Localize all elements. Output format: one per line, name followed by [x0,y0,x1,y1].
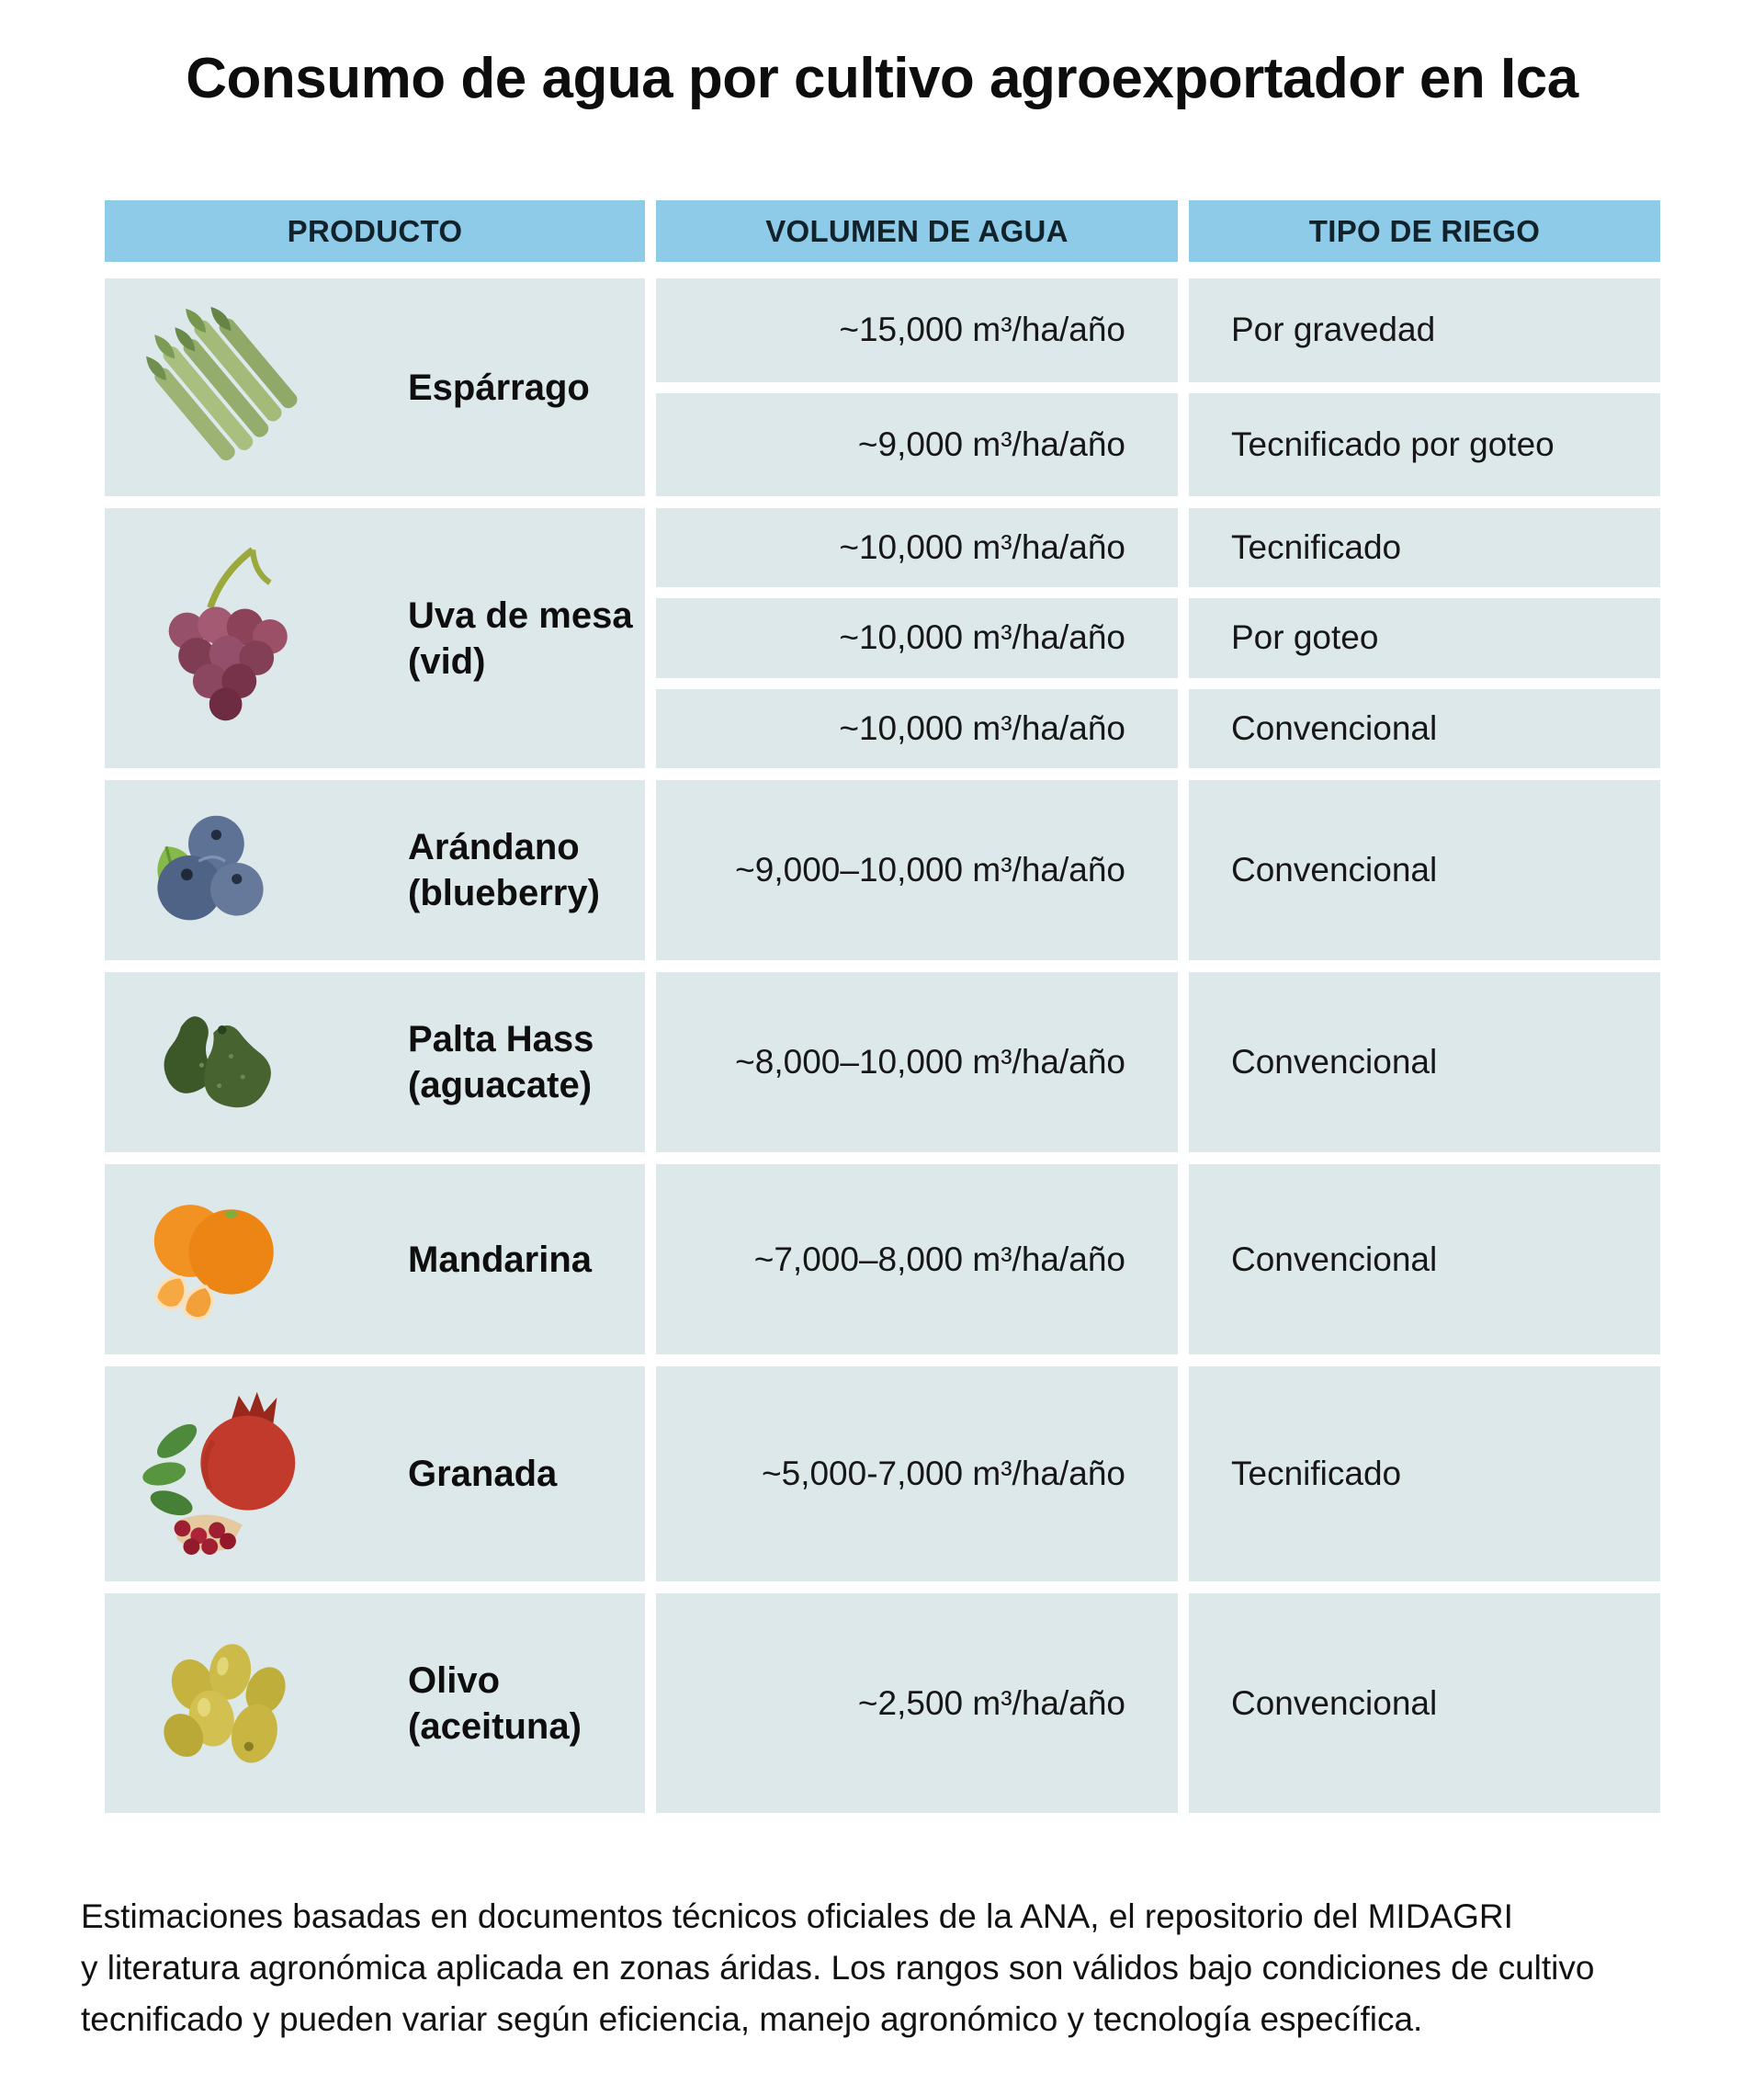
avocado-icon [137,989,284,1136]
irrigation-type-value: Por gravedad [1189,278,1660,382]
product-cell [105,508,645,768]
table-row [656,278,1660,382]
product-cell [105,278,645,496]
water-volume-value: ~8,000–10,000 m³/ha/año [656,972,1178,1152]
asparagus-icon [137,295,322,480]
water-volume-value: ~10,000 m³/ha/año [656,508,1178,587]
water-volume-value: ~15,000 m³/ha/año [656,278,1178,382]
table-row [656,1366,1660,1581]
irrigation-type-value: Convencional [1189,780,1660,960]
product-label [408,1237,592,1283]
row-entries [656,278,1660,496]
product-label-line: (aguacate) [408,1065,593,1105]
pomegranate-icon [137,1383,319,1565]
water-volume-value: ~9,000–10,000 m³/ha/año [656,780,1178,960]
source-note [81,1891,1643,2045]
source-note-line: tecnificado y pueden variar según eficiencia, manejo agronómico y tecnología específica. [81,2000,1423,2038]
page-title: Consumo de agua por cultivo agroexportador en Ica [186,47,1578,110]
product-label-line: Uva de mesa [408,595,633,636]
table-row [656,1164,1660,1354]
product-row [105,508,1660,768]
product-label-line: Espárrago [408,367,590,408]
product-label [408,1451,557,1497]
table-body [105,278,1660,1813]
table-row [656,508,1660,587]
water-volume-value: ~2,500 m³/ha/año [656,1593,1178,1813]
product-label [408,593,633,685]
water-consumption-table [105,200,1660,1825]
product-label-line: (vid) [408,640,486,682]
product-cell [105,1366,645,1581]
row-entries [656,1593,1660,1813]
product-row [105,780,1660,960]
product-row [105,1593,1660,1813]
water-volume-value: ~5,000-7,000 m³/ha/año [656,1366,1178,1581]
product-label [408,365,590,411]
irrigation-type-value: Convencional [1189,689,1660,768]
row-entries [656,972,1660,1152]
column-header-volumen: VOLUMEN DE AGUA [656,200,1178,262]
product-cell [105,1164,645,1354]
product-cell [105,780,645,960]
source-note-line: Estimaciones basadas en documentos técnicos oficiales de la ANA, el repositorio del MIDAGRI [81,1897,1513,1935]
product-row [105,278,1660,496]
olives-icon [137,1610,323,1796]
product-row [105,1164,1660,1354]
irrigation-type-value: Tecnificado por goteo [1189,393,1660,497]
irrigation-type-value: Tecnificado [1189,1366,1660,1581]
irrigation-type-value: Convencional [1189,972,1660,1152]
product-label [408,824,600,916]
mandarin-icon [137,1181,294,1338]
product-label-line: Mandarina [408,1239,593,1280]
product-label-line: Palta Hass [408,1019,594,1059]
product-label-line: (aceituna) [408,1705,582,1747]
product-cell [105,972,645,1152]
product-row [105,1366,1660,1581]
blueberries-icon [137,797,284,944]
table-header-row [105,200,1660,262]
product-label-line: Granada [408,1454,558,1494]
column-header-producto: PRODUCTO [105,200,645,262]
table-row [656,1593,1660,1813]
product-label-line: (blueberry) [408,873,600,913]
row-entries [656,1366,1660,1581]
product-label [408,1016,594,1108]
row-entries [656,780,1660,960]
column-header-riego: TIPO DE RIEGO [1189,200,1660,262]
table-row [656,689,1660,768]
irrigation-type-value: Tecnificado [1189,508,1660,587]
irrigation-type-value: Convencional [1189,1593,1660,1813]
water-volume-value: ~9,000 m³/ha/año [656,393,1178,497]
product-label-line: Arándano [408,827,580,867]
product-label-line: Olivo [408,1659,501,1701]
irrigation-type-value: Por goteo [1189,598,1660,677]
irrigation-type-value: Convencional [1189,1164,1660,1354]
water-volume-value: ~10,000 m³/ha/año [656,689,1178,768]
product-label [408,1658,582,1750]
row-entries [656,508,1660,768]
product-row [105,972,1660,1152]
row-entries [656,1164,1660,1354]
water-volume-value: ~7,000–8,000 m³/ha/año [656,1164,1178,1354]
table-row [656,598,1660,677]
grapes-icon [137,542,330,735]
table-row [656,780,1660,960]
source-note-line: y literatura agronómica aplicada en zonas áridas. Los rangos son válidos bajo condiciones de cultivo [81,1949,1595,1987]
table-row [656,972,1660,1152]
water-volume-value: ~10,000 m³/ha/año [656,598,1178,677]
table-row [656,393,1660,497]
product-cell [105,1593,645,1813]
